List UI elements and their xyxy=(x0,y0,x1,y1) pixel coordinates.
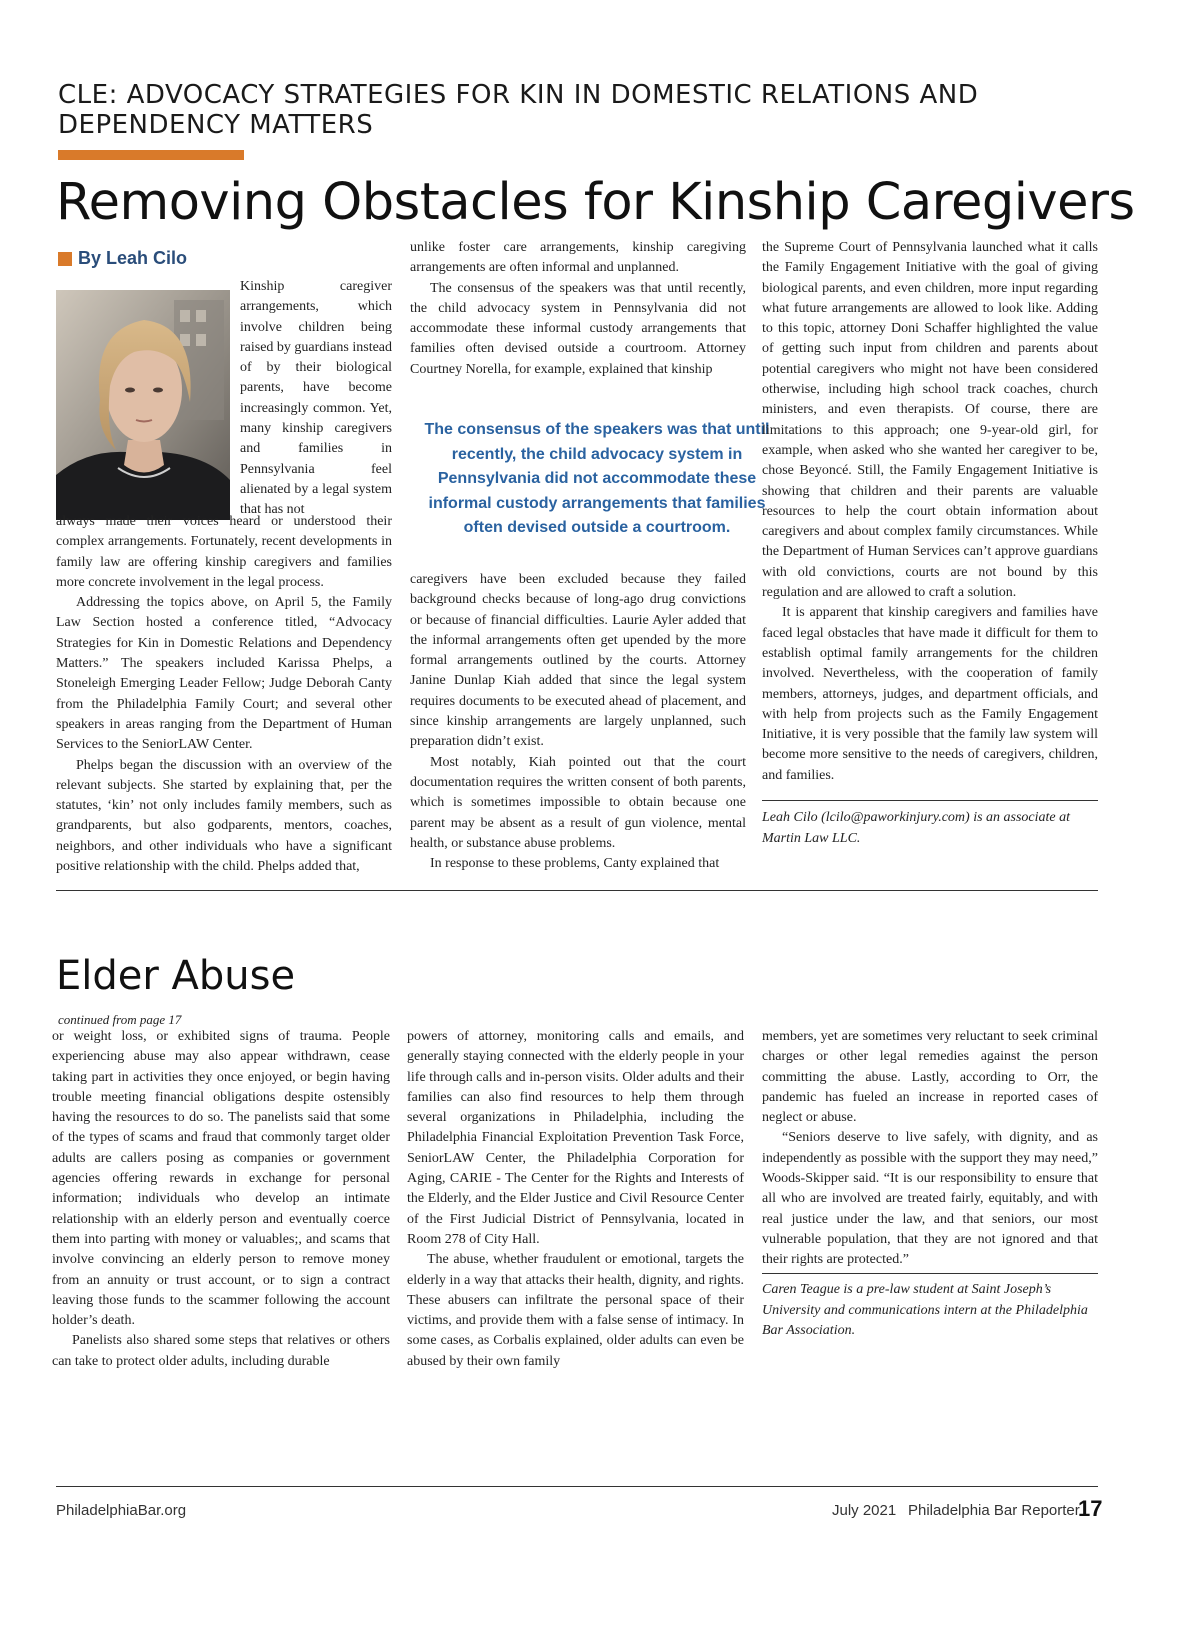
byline xyxy=(58,248,187,269)
paragraph: In response to these problems, Canty explained that xyxy=(430,856,720,872)
article2-col3 xyxy=(762,1027,1098,1271)
article1-col1-wrap xyxy=(240,277,392,521)
byline-square-icon xyxy=(58,252,72,266)
paragraph: It is apparent that kinship caregivers and families have faced legal obstacles that have made it difficult for them to establish optimal family arrangements for the children involved. Nevertheless, with the cooperation of family members, attorneys, judges, and department officials, and with help from projects such as the Family Engagement Initiative, it is very possible that the family law system will become more sensitive to the needs of caregivers, children, and families. xyxy=(762,605,1098,783)
article-headline: Removing Obstacles for Kinship Caregivers xyxy=(56,173,1135,232)
footer-publication: Philadelphia Bar Reporter xyxy=(908,1502,1080,1519)
paragraph: unlike foster care arrangements, kinship caregiving arrangements are often informal and unplanned. xyxy=(410,240,746,276)
footer-website: PhiladelphiaBar.org xyxy=(56,1502,187,1519)
paragraph: The consensus of the speakers was that until recently, the child advocacy system in Pennsylvania did not accommodate these informal custody arrangements that families often devised outside a courtroom. Attorney Courtney Norella, for example, explained that kinship xyxy=(410,280,746,377)
paragraph: “Seniors deserve to live safely, with dignity, and as independently as possible with the support they may need,” Woods-Skipper said. “It is our responsibility to ensure that all who are involved are treated fairly, equitably, and with real justice under the law, and that seniors, our most vulnerable population, that they are not ignored and that their rights are protected.” xyxy=(762,1130,1098,1268)
byline-text: By Leah Cilo xyxy=(78,248,188,268)
article1-author-bio: Leah Cilo (lcilo@paworkinjury.com) is an associate at Martin Law LLC. xyxy=(762,810,1071,846)
section-kicker: CLE: ADVOCACY STRATEGIES FOR KIN IN DOMESTIC RELATIONS AND DEPENDENCY MATTERS xyxy=(58,80,979,140)
paragraph: members, yet are sometimes very reluctant to seek criminal charges or other legal remedies against the person committing the abuse. Lastly, according to Orr, the pandemic has fueled an increase in reported cases of neglect or abuse. xyxy=(762,1029,1098,1126)
paragraph: The abuse, whether fraudulent or emotional, targets the elderly in a way that attacks their health, dignity, and rights. These abusers can infiltrate the personal space of their victims, and provide them with a false sense of intimacy. In some cases, as Corbalis explained, older adults can even be abused by their own family xyxy=(407,1252,744,1369)
article2-author-bio: Caren Teague is a pre-law student at Saint Joseph’s University and communications intern at the Philadelphia Bar Association. xyxy=(762,1282,1088,1338)
article2-col1 xyxy=(52,1027,390,1372)
section-divider xyxy=(56,890,1098,891)
article2-col2 xyxy=(407,1027,744,1372)
article1-col3 xyxy=(762,238,1098,786)
paragraph: caregivers have been excluded because they failed background checks because of long-ago drug convictions or because of financial difficulties. Laurie Ayler added that the informal arrangements often get upended by the more formal arrangements outlined by the courts. Attorney Janine Dunlap Kiah added that since the legal system requires documents to be executed ahead of placement, and since kinship arrangements are largely unplanned, such preparation didn’t exist. xyxy=(410,572,746,750)
paragraph: or weight loss, or exhibited signs of trauma. People experiencing abuse may also appear withdrawn, cease taking part in activities they once enjoyed, or begin having trouble meeting financial obligations despite ostensibly having the resources to do so. The panelists said that some of the types of scams and fraud that commonly target older adults are callers posing as companies or government agencies offering rewards in exchange for personal information; individuals who develop an intimate relationship with an elderly person and eventually coerce them into parting with money or valuables;, and scams that involve convincing an elderly person to remove money from an annuity or trust account, or to sign a contract leaving those funds to the scammer following the account holder’s death. xyxy=(52,1029,390,1329)
pull-quote: The consensus of the speakers was that until recently, the child advocacy system in Pennsylvania did not accommodate these informal custody arrangements that families often devised outside a courtroom. xyxy=(424,421,770,537)
footer-rule xyxy=(56,1486,1098,1487)
bio-divider xyxy=(762,800,1098,801)
page-number: 17 xyxy=(1078,1496,1103,1521)
article2-title: Elder Abuse xyxy=(56,953,296,999)
paragraph: the Supreme Court of Pennsylvania launched what it calls the Family Engagement Initiative with the goal of giving biological parents, and even children, more input regarding what future arrangements are allowed to look like. Adding to this topic, attorney Doni Schaffer highlighted the value of getting such input from children and parents about potential caregivers who might not have been considered otherwise, including high school track coaches, church ministers, and even therapists. Of course, there are limitations to this approach; one 9-year-old girl, for example, when asked who she wanted her caregiver to be, chose Beyoncé. Still, the Family Engagement Initiative is showing that children and their parents are valuable resources to help the court obtain information about caregivers and about complex family circumstances. While the Department of Human Services can’t approve guardians with old convictions, courts are not bound by this regulation and are allowed to craft a solution. xyxy=(762,240,1098,601)
paragraph: Phelps began the discussion with an overview of the relevant subjects. She started by explaining that, per the statutes, ‘kin’ not only includes family members, such as grandparents, but also godparents, mentors, coaches, neighbors, and other individuals who have a significant positive relationship with the child. Phelps added that, xyxy=(56,757,392,875)
continued-note: continued from page 17 xyxy=(58,1012,182,1027)
paragraph: always made their voices heard or understood their complex arrangements. Fortunately, recent developments in family law are offering kinship caregivers and families more concrete involvement in the legal process. xyxy=(56,514,392,590)
accent-rule xyxy=(58,150,244,160)
paragraph: Most notably, Kiah pointed out that the court documentation requires the written consent of both parents, which is sometimes impossible to obtain because one parent may be absent as a result of gun violence, mental health, or substance abuse problems. xyxy=(410,754,746,851)
author-photo xyxy=(56,290,230,520)
paragraph: Addressing the topics above, on April 5, the Family Law Section hosted a conference titled, “Advocacy Strategies for Kin in Domestic Relations and Dependency Matters.” The speakers included Karissa Phelps, a Stoneleigh Emerging Leader Fellow; Judge Deborah Canty from the Philadelphia Family Court; and several other speakers in areas ranging from the Department of Human Services to the SeniorLAW Center. xyxy=(56,595,392,753)
paragraph: Kinship caregiver arrangements, which involve children being raised by guardians instead of by their biological parents, have become increasingly common. Yet, many kinship caregivers and families in Pennsylvania feel alienated by a legal system that has not xyxy=(240,279,393,518)
article1-col2-top xyxy=(410,238,746,380)
paragraph: Panelists also shared some steps that relatives or others can take to protect older adults, including durable xyxy=(52,1333,390,1369)
bio-divider xyxy=(762,1273,1098,1274)
article1-col2-bottom xyxy=(410,570,746,874)
article1-col1 xyxy=(56,512,392,877)
footer-date: July 2021 xyxy=(832,1502,897,1519)
paragraph: powers of attorney, monitoring calls and emails, and generally staying connected with the elderly people in your life through calls and in-person visits. Older adults and their families can also find resources to help them through several organizations in Philadelphia, including the Philadelphia Financial Exploitation Prevention Task Force, SeniorLAW Center, the Philadelphia Corporation for Aging, CARIE - The Center for the Rights and Interests of the Elderly, and the Elder Justice and Civil Resource Center of the First Judicial District of Pennsylvania, located in Room 278 of City Hall. xyxy=(407,1029,744,1247)
